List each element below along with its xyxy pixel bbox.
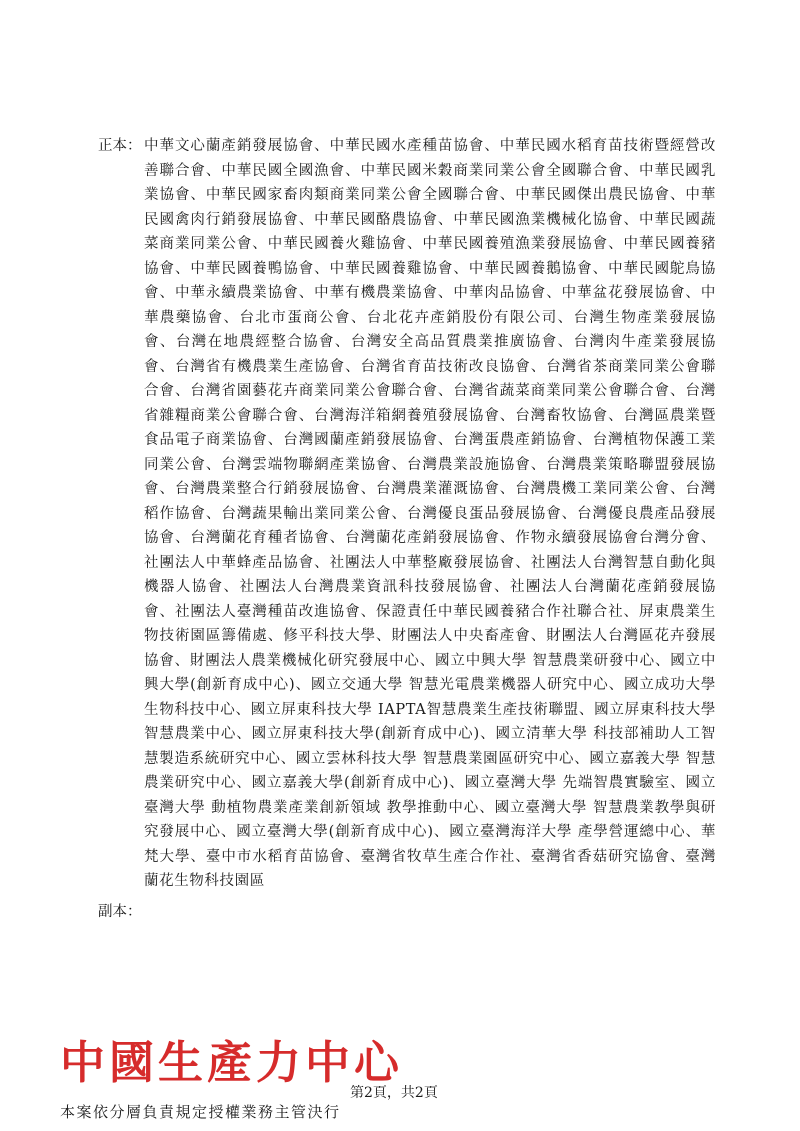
recipients-block (98, 134, 716, 924)
copy-recipients-label: 副本： (98, 903, 142, 920)
organization-seal: 中國生產力中心 (60, 1036, 404, 1089)
authorization-note: 本案依分層負責規定授權業務主管決行 (60, 1103, 341, 1121)
copy-recipients-list (144, 900, 716, 925)
page-number: 第2頁，共2頁 (350, 1085, 438, 1101)
main-recipients-list: 中華文心蘭產銷發展協會、中華民國水產種苗協會、中華民國水稻育苗技術暨經營改善聯合會、中華民國全國漁會、中華民國米穀商業同業公會全國聯合會、中華民國乳業協會、中華民國家畜肉類商業同業公會全國聯合會、中華民國傑出農民協會、中華民國禽肉行銷發展協會、中華民國酪農協會、中華民國漁業機械化協會、中華民國蔬菜商業同業公會、中華民國養火雞協會、中華民國養殖漁業發展協會、中華民國養豬協會、中華民國養鴨協會、中華民國養雞協會、中華民國養鵝協會、中華民國鴕鳥協會、中華永續農業協會、中華有機農業協會、中華肉品協會、中華盆花發展協會、中華農藥協會、台北市蛋商公會、台北花卉產銷股份有限公司、台灣生物產業發展協會、台灣在地農經整合協會、台灣安全高品質農業推廣協會、台灣肉牛產業發展協會、台灣省有機農業生產協會、台灣省育苗技術改良協會、台灣省茶商業同業公會聯合會、台灣省園藝花卉商業同業公會聯合會、台灣省蔬菜商業同業公會聯合會、台灣省雜糧商業公會聯合會、台灣海洋箱網養殖發展協會、台灣畜牧協會、台灣區農業暨食品電子商業協會、台灣國蘭產銷發展協會、台灣蛋農產銷協會、台灣植物保護工業同業公會、台灣雲端物聯網產業協會、台灣農業設施協會、台灣農業策略聯盟發展協會、台灣農業整合行銷發展協會、台灣農業灌溉協會、台灣農機工業同業公會、台灣稻作協會、台灣蔬果輸出業同業公會、台灣優良蛋品發展協會、台灣優良農產品發展協會、台灣蘭花育種者協會、台灣蘭花產銷發展協會、作物永續發展協會台灣分會、社團法人中華蜂產品協會、社團法人中華整廠發展協會、社團法人台灣智慧自動化與機器人協會、社團法人台灣農業資訊科技發展協會、社團法人台灣蘭花產銷發展協會、社團法人臺灣種苗改進協會、保證責任中華民國養豬合作社聯合社、屏東農業生物技術園區籌備處、修平科技大學、財團法人中央畜產會、財團法人台灣區花卉發展協會、財團法人農業機械化研究發展中心、國立中興大學 智慧農業研發中心、國立中興大學(創新育成中心)、國立交通大學 智慧光電農業機器人研究中心、國立成功大學生物科技中心、國立屏東科技大學 IAPTA智慧農業生產技術聯盟、國立屏東科技大學 智慧農業中心、國立屏東科技大學(創新育成中心)、國立清華大學 科技部補助人工智慧製造系統研究中心、國立雲林科技大學 智慧農業園區研究中心、國立嘉義大學 智慧農業研究中心、國立嘉義大學(創新育成中心)、國立臺灣大學 先端智農實驗室、國立臺灣大學 動植物農業產業創新領域 教學推動中心、國立臺灣大學 智慧農業教學與研究發展中心、國立臺灣大學(創新育成中心)、國立臺灣海洋大學 產學營運總中心、華梵大學、臺中市水稻育苗協會、臺灣省牧草生產合作社、臺灣省香菇研究協會、臺灣蘭花生物科技園區 (144, 138, 716, 889)
copy-recipients-row (98, 900, 716, 925)
main-recipients-label: 正本： (98, 138, 142, 154)
main-recipients-row (98, 134, 716, 894)
